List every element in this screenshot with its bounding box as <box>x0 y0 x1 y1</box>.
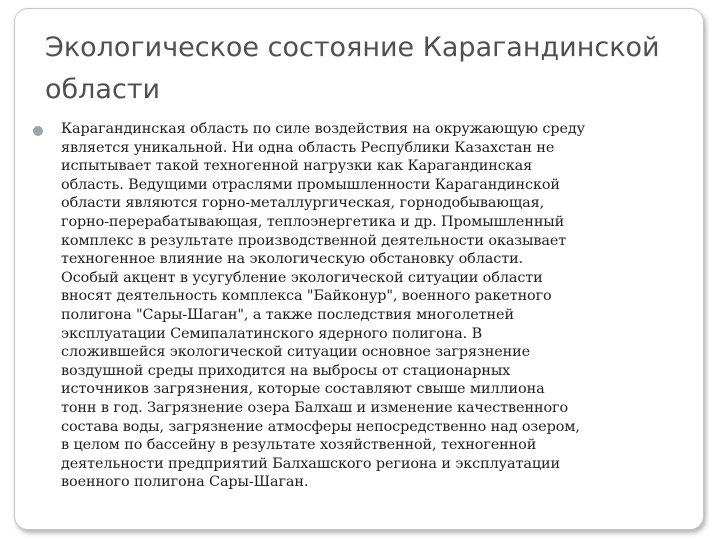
paragraph-line: деятельности предприятий Балхашского региона и эксплуатации <box>61 455 560 472</box>
paragraph-line: горно-перерабатывающая, теплоэнергетика и др. Промышленный <box>61 213 565 230</box>
paragraph-line: в целом по бассейну в результате хозяйственной, техногенной <box>61 437 537 454</box>
paragraph-line: техногенное влияние на экологическую обстановку области. <box>61 251 524 268</box>
paragraph-line: воздушной среды приходится на выбросы от стационарных <box>61 362 511 379</box>
slide-content <box>33 120 703 492</box>
paragraph-line: Карагандинская область по силе воздействия на окружающую среду <box>61 121 585 137</box>
paragraph-line: сложившейся экологической ситуации основное загрязнение <box>61 344 531 361</box>
slide-title-line: области <box>45 74 161 105</box>
paragraph-line: военного полигона Сары-Шаган. <box>61 474 309 491</box>
paragraph-line: тонн в год. Загрязнение озера Балхаш и изменение качественного <box>61 399 569 416</box>
slide-title-line: Экологическое состояние Карагандинской <box>45 32 660 63</box>
bullet-item <box>33 120 703 492</box>
paragraph-line: испытывает такой техногенной нагрузки как Карагандинская <box>61 158 533 175</box>
paragraph-line: полигона "Сары-Шаган", а также последствия многолетней <box>61 306 514 323</box>
paragraph-line: Особый акцент в усугубление экологической ситуации области <box>61 269 543 286</box>
paragraph-line: вносят деятельность комплекса "Байконур", военного ракетного <box>61 288 552 305</box>
slide-title <box>45 27 705 111</box>
paragraph-line: эксплуатации Семипалатинского ядерного полигона. В <box>61 325 483 342</box>
paragraph-line: источников загрязнения, которые составляют свыше миллиона <box>61 381 545 398</box>
bullet-paragraph <box>61 120 703 492</box>
paragraph-line: области являются горно-металлургическая, горнодобывающая, <box>61 195 545 212</box>
paragraph-line: область. Ведущими отраслями промышленности Карагандинской <box>61 176 560 193</box>
bullet-dot-icon <box>33 126 43 136</box>
paragraph-line: комплекс в результате производственной деятельности оказывает <box>61 232 567 249</box>
paragraph-line: является уникальной. Ни одна область Республики Казахстан не <box>61 139 555 156</box>
paragraph-line: состава воды, загрязнение атмосферы непосредственно над озером, <box>61 418 580 435</box>
slide-frame <box>14 8 704 530</box>
